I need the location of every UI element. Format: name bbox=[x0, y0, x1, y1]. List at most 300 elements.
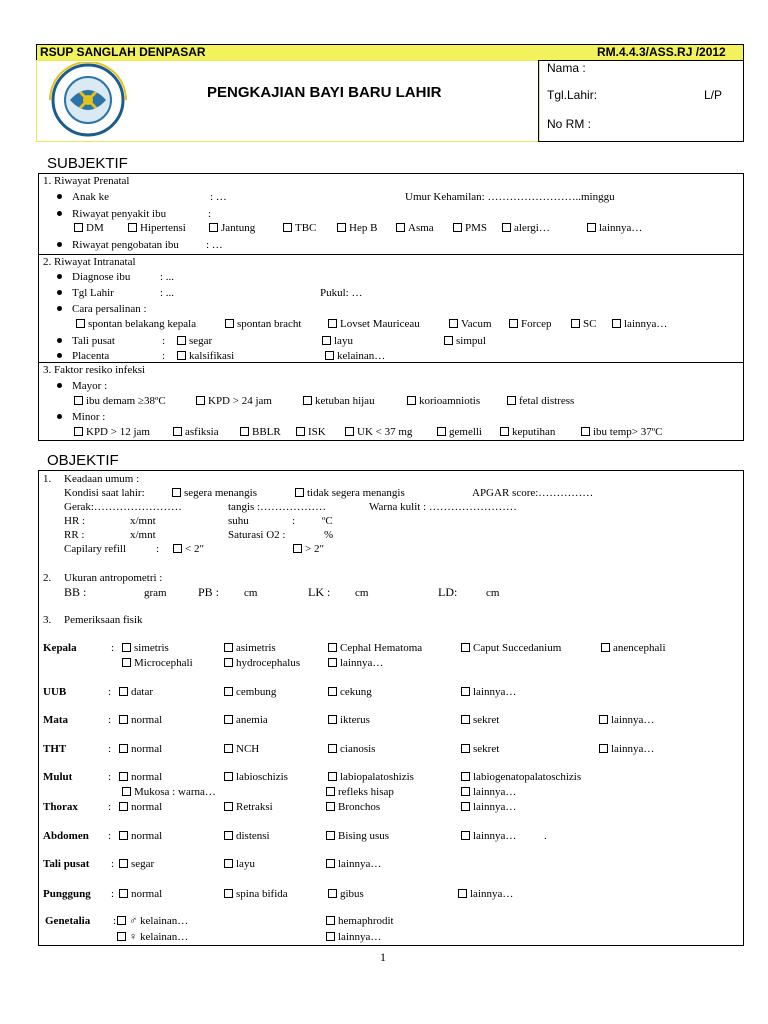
checkbox-icon[interactable] bbox=[437, 427, 446, 436]
option-label: lainnya… bbox=[599, 222, 643, 234]
option-label: hemaphrodit bbox=[338, 915, 394, 927]
option-label: layu bbox=[236, 858, 255, 870]
checkbox-icon[interactable] bbox=[461, 744, 470, 753]
colon: : bbox=[162, 335, 166, 347]
checkbox-isk[interactable] bbox=[296, 425, 326, 439]
mayor-label: Mayor : bbox=[72, 380, 108, 392]
checkbox-hipertensi[interactable] bbox=[128, 221, 186, 235]
option-label: segar bbox=[131, 858, 155, 870]
checkbox-icon[interactable] bbox=[601, 643, 610, 652]
diagnose-value[interactable]: : ... bbox=[160, 271, 175, 283]
checkbox-icon[interactable] bbox=[119, 889, 128, 898]
pengobatan-value[interactable]: : … bbox=[206, 239, 223, 251]
keadaan-num: 1. bbox=[43, 473, 52, 485]
no-rm-label: No RM : bbox=[547, 117, 592, 131]
tgl-lahir-label: Tgl Lahir bbox=[72, 287, 114, 299]
checkbox-icon[interactable] bbox=[224, 889, 233, 898]
checkbox-microcephali[interactable] bbox=[122, 656, 193, 670]
checkbox-labiogenatopalatoschizis[interactable] bbox=[461, 770, 581, 784]
checkbox-icon[interactable] bbox=[396, 223, 405, 232]
divider bbox=[38, 254, 743, 255]
checkbox-icon[interactable] bbox=[224, 831, 233, 840]
apgar-score[interactable]: APGAR score:…………… bbox=[472, 487, 594, 499]
checkbox-icon[interactable] bbox=[326, 802, 335, 811]
checkbox-labiopalatoshizis[interactable] bbox=[328, 770, 414, 784]
checkbox-icon[interactable] bbox=[293, 544, 302, 553]
option-label: ibu temp> 37ºC bbox=[593, 426, 663, 438]
checkbox-lainnya[interactable] bbox=[326, 930, 381, 944]
checkbox-icon[interactable] bbox=[225, 319, 234, 328]
checkbox-icon[interactable] bbox=[122, 787, 131, 796]
checkbox-icon[interactable] bbox=[224, 643, 233, 652]
checkbox-icon[interactable] bbox=[599, 744, 608, 753]
checkbox-mukosa[interactable] bbox=[122, 785, 216, 799]
bullet bbox=[57, 353, 62, 358]
option-label: BBLR bbox=[252, 426, 281, 438]
option-label: KPD > 12 jam bbox=[86, 426, 150, 438]
checkbox-lainnya[interactable] bbox=[599, 713, 654, 727]
checkbox-forcep[interactable] bbox=[509, 317, 552, 331]
bullet bbox=[57, 338, 62, 343]
minor-label: Minor : bbox=[72, 411, 106, 423]
checkbox-bblr[interactable] bbox=[240, 425, 281, 439]
option-label: lainnya… bbox=[340, 657, 384, 669]
resiko-heading: 3. Faktor resiko infeksi bbox=[43, 364, 146, 376]
option-label: lainnya… bbox=[470, 888, 514, 900]
checkbox-gibus[interactable] bbox=[328, 887, 364, 901]
ld-label: LD: bbox=[438, 585, 458, 599]
option-label: datar bbox=[131, 686, 153, 698]
checkbox-hydrocephalus[interactable] bbox=[224, 656, 300, 670]
colon: : bbox=[108, 801, 112, 813]
option-label: lainnya… bbox=[473, 686, 517, 698]
checkbox-icon[interactable] bbox=[328, 889, 337, 898]
checkbox-asfiksia[interactable] bbox=[173, 425, 219, 439]
tgl-lahir-value[interactable]: : ... bbox=[160, 287, 175, 299]
saturasi-label: Saturasi O2 : bbox=[228, 529, 286, 541]
checkbox-normal[interactable] bbox=[119, 742, 162, 756]
checkbox-refleks-hisap[interactable] bbox=[326, 785, 394, 799]
checkbox-spontan-bracht[interactable] bbox=[225, 317, 301, 331]
checkbox-icon[interactable] bbox=[599, 715, 608, 724]
option-label: NCH bbox=[236, 743, 260, 755]
checkbox-icon[interactable] bbox=[224, 802, 233, 811]
checkbox-normal[interactable] bbox=[119, 800, 162, 814]
checkbox-icon[interactable] bbox=[326, 859, 335, 868]
checkbox-icon[interactable] bbox=[173, 427, 182, 436]
option-label: Jantung bbox=[221, 222, 256, 234]
checkbox-kalsifikasi[interactable] bbox=[177, 349, 234, 363]
checkbox-retraksi[interactable] bbox=[224, 800, 273, 814]
checkbox-icon[interactable] bbox=[500, 427, 509, 436]
checkbox-cap-gt2[interactable] bbox=[293, 542, 324, 556]
colon: : bbox=[108, 771, 112, 783]
checkbox-icon[interactable] bbox=[502, 223, 511, 232]
checkbox-icon[interactable] bbox=[173, 544, 182, 553]
checkbox-icon[interactable] bbox=[119, 744, 128, 753]
option-label: PMS bbox=[465, 222, 488, 234]
checkbox-icon[interactable] bbox=[74, 223, 83, 232]
pb-label: PB : bbox=[198, 585, 220, 599]
checkbox-icon[interactable] bbox=[224, 687, 233, 696]
checkbox-icon[interactable] bbox=[74, 427, 83, 436]
checkbox-sc[interactable] bbox=[571, 317, 596, 331]
bb-unit: gram bbox=[144, 587, 167, 599]
option-label: gibus bbox=[340, 888, 364, 900]
bullet bbox=[57, 414, 62, 419]
option-label: normal bbox=[131, 743, 163, 755]
checkbox-icon[interactable] bbox=[328, 319, 337, 328]
option-label: Retraksi bbox=[236, 801, 273, 813]
checkbox-datar[interactable] bbox=[119, 685, 153, 699]
option-label: normal bbox=[131, 888, 163, 900]
checkbox-asimetris[interactable] bbox=[224, 641, 276, 655]
checkbox-icon[interactable] bbox=[337, 223, 346, 232]
checkbox-alergi[interactable] bbox=[502, 221, 550, 235]
checkbox-cephal-hematoma[interactable] bbox=[328, 641, 422, 655]
antro-num: 2. bbox=[43, 572, 52, 584]
hr-label: HR : bbox=[64, 515, 86, 527]
option-label: Hep B bbox=[349, 222, 378, 234]
checkbox-pms[interactable] bbox=[453, 221, 487, 235]
checkbox-icon[interactable] bbox=[461, 687, 470, 696]
checkbox-nch[interactable] bbox=[224, 742, 259, 756]
bullet bbox=[57, 211, 62, 216]
option-label: Bronchos bbox=[338, 801, 381, 813]
checkbox-icon[interactable] bbox=[224, 658, 233, 667]
suhu-unit: ºC bbox=[322, 515, 333, 527]
checkbox-ikterus[interactable] bbox=[328, 713, 370, 727]
checkbox-segar[interactable] bbox=[119, 857, 154, 871]
checkbox-icon[interactable] bbox=[76, 319, 85, 328]
checkbox-lainnya[interactable] bbox=[328, 656, 383, 670]
tht-label: THT bbox=[43, 743, 67, 755]
kepala-label: Kepala bbox=[43, 642, 77, 654]
option-label: asimetris bbox=[236, 642, 276, 654]
option-label: < 2" bbox=[185, 543, 204, 555]
option-label: ibu demam ≥38ºC bbox=[86, 395, 166, 407]
checkbox-bising-usus[interactable] bbox=[326, 829, 389, 843]
intranatal-heading: 2. Riwayat Intranatal bbox=[43, 256, 136, 268]
checkbox-caput[interactable] bbox=[461, 641, 561, 655]
checkbox-korioamniotis[interactable] bbox=[407, 394, 480, 408]
objektif-title: OBJEKTIF bbox=[47, 452, 119, 469]
checkbox-segar[interactable] bbox=[177, 334, 212, 348]
option-label: tidak segera menangis bbox=[307, 487, 405, 499]
colon: : bbox=[108, 714, 112, 726]
checkbox-kpd-24[interactable] bbox=[196, 394, 272, 408]
checkbox-lainnya[interactable] bbox=[612, 317, 667, 331]
checkbox-sekret[interactable] bbox=[461, 713, 499, 727]
option-label: lainnya… bbox=[473, 786, 517, 798]
checkbox-anencephali[interactable] bbox=[601, 641, 666, 655]
checkbox-kpd-12[interactable] bbox=[74, 425, 150, 439]
checkbox-icon[interactable] bbox=[172, 488, 181, 497]
option-label: ketuban hijau bbox=[315, 395, 375, 407]
checkbox-icon[interactable] bbox=[117, 916, 126, 925]
checkbox-icon[interactable] bbox=[283, 223, 292, 232]
checkbox-icon[interactable] bbox=[117, 932, 126, 941]
penyakit-ibu-label: Riwayat penyakit ibu bbox=[72, 208, 167, 220]
option-label: Lovset Mauriceau bbox=[340, 318, 420, 330]
checkbox-icon[interactable] bbox=[328, 715, 337, 724]
checkbox-keputihan[interactable] bbox=[500, 425, 555, 439]
checkbox-icon[interactable] bbox=[509, 319, 518, 328]
option-label: Mukosa : warna… bbox=[134, 786, 216, 798]
checkbox-layu[interactable] bbox=[322, 334, 353, 348]
thorax-label: Thorax bbox=[43, 801, 78, 813]
option-label: segar bbox=[189, 335, 213, 347]
checkbox-normal[interactable] bbox=[119, 770, 162, 784]
checkbox-icon[interactable] bbox=[119, 859, 128, 868]
checkbox-icon[interactable] bbox=[326, 932, 335, 941]
option-label: lainnya… bbox=[473, 801, 517, 813]
checkbox-icon[interactable] bbox=[326, 916, 335, 925]
option-label: segera menangis bbox=[184, 487, 257, 499]
option-label: Hipertensi bbox=[140, 222, 186, 234]
lk-unit: cm bbox=[355, 587, 369, 599]
option-label: gemelli bbox=[449, 426, 482, 438]
checkbox-tbc[interactable] bbox=[283, 221, 316, 235]
checkbox-segera-menangis[interactable] bbox=[172, 486, 257, 500]
checkbox-icon[interactable] bbox=[296, 427, 305, 436]
checkbox-icon[interactable] bbox=[581, 427, 590, 436]
bullet bbox=[57, 274, 62, 279]
checkbox-icon[interactable] bbox=[328, 687, 337, 696]
checkbox-jantung[interactable] bbox=[209, 221, 255, 235]
option-label: ♂ kelainan… bbox=[129, 915, 189, 927]
gerak-field[interactable]: Gerak:…………………… bbox=[64, 501, 182, 513]
checkbox-icon[interactable] bbox=[453, 223, 462, 232]
option-label: distensi bbox=[236, 830, 270, 842]
checkbox-cekung[interactable] bbox=[328, 685, 372, 699]
checkbox-icon[interactable] bbox=[571, 319, 580, 328]
checkbox-normal[interactable] bbox=[119, 887, 162, 901]
trailing-dot: . bbox=[544, 830, 547, 842]
checkbox-lovset[interactable] bbox=[328, 317, 420, 331]
option-label: ISK bbox=[308, 426, 326, 438]
checkbox-ketuban-hijau[interactable] bbox=[303, 394, 375, 408]
checkbox-male-kelainan[interactable] bbox=[117, 914, 188, 928]
checkbox-icon[interactable] bbox=[461, 715, 470, 724]
checkbox-lainnya[interactable] bbox=[458, 887, 513, 901]
checkbox-icon[interactable] bbox=[303, 396, 312, 405]
checkbox-icon[interactable] bbox=[326, 787, 335, 796]
option-label: cekung bbox=[340, 686, 372, 698]
option-label: anemia bbox=[236, 714, 268, 726]
checkbox-female-kelainan[interactable] bbox=[117, 930, 188, 944]
checkbox-icon[interactable] bbox=[177, 336, 186, 345]
warna-kulit-field[interactable]: Warna kulit : …………………… bbox=[369, 501, 517, 513]
checkbox-hemaphrodit[interactable] bbox=[326, 914, 394, 928]
option-label: layu bbox=[334, 335, 353, 347]
lk-label: LK : bbox=[308, 585, 331, 599]
anak-ke-label: Anak ke bbox=[72, 191, 109, 203]
checkbox-simpul[interactable] bbox=[444, 334, 486, 348]
diagnose-label: Diagnose ibu bbox=[72, 271, 131, 283]
checkbox-icon[interactable] bbox=[326, 831, 335, 840]
checkbox-icon[interactable] bbox=[196, 396, 205, 405]
checkbox-icon[interactable] bbox=[224, 772, 233, 781]
checkbox-icon[interactable] bbox=[328, 772, 337, 781]
checkbox-icon[interactable] bbox=[458, 889, 467, 898]
checkbox-lainnya[interactable] bbox=[326, 857, 381, 871]
colon: : bbox=[162, 350, 166, 362]
checkbox-kelainan[interactable] bbox=[325, 349, 385, 363]
option-label: normal bbox=[131, 801, 163, 813]
checkbox-dm[interactable] bbox=[74, 221, 104, 235]
tali-pusat-label: Tali pusat bbox=[43, 858, 90, 870]
checkbox-icon[interactable] bbox=[461, 831, 470, 840]
checkbox-lainnya[interactable] bbox=[461, 829, 516, 843]
form-title: PENGKAJIAN BAYI BARU LAHIR bbox=[207, 84, 442, 101]
page-number: 1 bbox=[380, 950, 386, 964]
checkbox-spina-bifida[interactable] bbox=[224, 887, 288, 901]
mata-label: Mata bbox=[43, 714, 69, 726]
checkbox-ibu-temp[interactable] bbox=[581, 425, 663, 439]
hospital-name: RSUP SANGLAH DENPASAR bbox=[40, 45, 206, 59]
checkbox-cembung[interactable] bbox=[224, 685, 276, 699]
colon: : bbox=[111, 888, 115, 900]
checkbox-lainnya[interactable] bbox=[461, 785, 516, 799]
option-label: > 2" bbox=[305, 543, 324, 555]
checkbox-icon[interactable] bbox=[119, 831, 128, 840]
checkbox-icon[interactable] bbox=[507, 396, 516, 405]
anak-ke-value[interactable]: : … bbox=[210, 191, 227, 203]
checkbox-icon[interactable] bbox=[449, 319, 458, 328]
option-label: asfiksia bbox=[185, 426, 219, 438]
checkbox-distensi[interactable] bbox=[224, 829, 270, 843]
checkbox-ibu-demam[interactable] bbox=[74, 394, 166, 408]
checkbox-icon[interactable] bbox=[345, 427, 354, 436]
checkbox-icon[interactable] bbox=[461, 802, 470, 811]
tangis-field[interactable]: tangis :……………… bbox=[228, 501, 327, 513]
checkbox-normal[interactable] bbox=[119, 829, 162, 843]
checkbox-asma[interactable] bbox=[396, 221, 434, 235]
checkbox-lainnya[interactable] bbox=[599, 742, 654, 756]
mulut-label: Mulut bbox=[43, 771, 73, 783]
checkbox-gemelli[interactable] bbox=[437, 425, 482, 439]
checkbox-icon[interactable] bbox=[328, 744, 337, 753]
option-label: Caput Succedanium bbox=[473, 642, 562, 654]
colon: : bbox=[111, 858, 115, 870]
bullet bbox=[57, 306, 62, 311]
placenta-label: Placenta bbox=[72, 350, 110, 362]
option-label: lainnya… bbox=[338, 858, 382, 870]
checkbox-icon[interactable] bbox=[612, 319, 621, 328]
checkbox-layu[interactable] bbox=[224, 857, 255, 871]
ld-unit: cm bbox=[486, 587, 500, 599]
tgl-lahir-label: Tgl.Lahir: bbox=[547, 88, 598, 102]
option-label: alergi… bbox=[514, 222, 550, 234]
checkbox-labioschizis[interactable] bbox=[224, 770, 288, 784]
checkbox-icon[interactable] bbox=[177, 351, 186, 360]
option-label: lainnya… bbox=[338, 931, 382, 943]
option-label: normal bbox=[131, 830, 163, 842]
checkbox-lainnya[interactable] bbox=[587, 221, 642, 235]
colon: : bbox=[111, 642, 115, 654]
checkbox-icon[interactable] bbox=[119, 687, 128, 696]
checkbox-tidak-segera[interactable] bbox=[295, 486, 405, 500]
fisik-heading: Pemeriksaan fisik bbox=[64, 614, 143, 626]
tali-pusat-label: Tali pusat bbox=[72, 335, 115, 347]
option-label: cembung bbox=[236, 686, 277, 698]
checkbox-anemia[interactable] bbox=[224, 713, 268, 727]
checkbox-vacum[interactable] bbox=[449, 317, 492, 331]
checkbox-sekret[interactable] bbox=[461, 742, 499, 756]
checkbox-icon[interactable] bbox=[122, 643, 131, 652]
checkbox-icon[interactable] bbox=[122, 658, 131, 667]
checkbox-icon[interactable] bbox=[119, 772, 128, 781]
checkbox-normal[interactable] bbox=[119, 713, 162, 727]
checkbox-icon[interactable] bbox=[119, 802, 128, 811]
checkbox-icon[interactable] bbox=[328, 643, 337, 652]
option-label: labioschizis bbox=[236, 771, 288, 783]
checkbox-icon[interactable] bbox=[325, 351, 334, 360]
checkbox-lainnya[interactable] bbox=[461, 800, 516, 814]
checkbox-icon[interactable] bbox=[461, 643, 470, 652]
checkbox-cap-lt2[interactable] bbox=[173, 542, 204, 556]
hospital-logo bbox=[40, 62, 136, 138]
colon: : bbox=[108, 743, 112, 755]
checkbox-icon[interactable] bbox=[461, 772, 470, 781]
checkbox-icon[interactable] bbox=[328, 658, 337, 667]
checkbox-bronchos[interactable] bbox=[326, 800, 380, 814]
option-label: ♀ kelainan… bbox=[129, 931, 189, 943]
pb-unit: cm bbox=[244, 587, 258, 599]
checkbox-uk37[interactable] bbox=[345, 425, 412, 439]
checkbox-spontan-belakang[interactable] bbox=[76, 317, 196, 331]
option-label: kelainan… bbox=[337, 350, 386, 362]
checkbox-icon[interactable] bbox=[461, 787, 470, 796]
option-label: cianosis bbox=[340, 743, 376, 755]
checkbox-icon[interactable] bbox=[209, 223, 218, 232]
suhu-label: suhu bbox=[228, 515, 249, 527]
bullet bbox=[57, 383, 62, 388]
checkbox-icon[interactable] bbox=[444, 336, 453, 345]
colon: : bbox=[113, 915, 117, 927]
bullet bbox=[57, 194, 62, 199]
checkbox-icon[interactable] bbox=[224, 744, 233, 753]
checkbox-icon[interactable] bbox=[224, 715, 233, 724]
pukul[interactable]: Pukul: … bbox=[320, 287, 363, 299]
checkbox-hepb[interactable] bbox=[337, 221, 377, 235]
checkbox-cianosis[interactable] bbox=[328, 742, 375, 756]
checkbox-fetal-distress[interactable] bbox=[507, 394, 574, 408]
abdomen-label: Abdomen bbox=[43, 830, 89, 842]
checkbox-icon[interactable] bbox=[74, 396, 83, 405]
option-label: SC bbox=[583, 318, 597, 330]
checkbox-icon[interactable] bbox=[322, 336, 331, 345]
checkbox-lainnya[interactable] bbox=[461, 685, 516, 699]
umur-kehamilan[interactable]: Umur Kehamilan: ……………………..minggu bbox=[405, 191, 615, 203]
checkbox-simetris[interactable] bbox=[122, 641, 169, 655]
checkbox-icon[interactable] bbox=[240, 427, 249, 436]
checkbox-icon[interactable] bbox=[224, 859, 233, 868]
hr-unit: x/mnt bbox=[130, 515, 156, 527]
option-label: normal bbox=[131, 771, 163, 783]
checkbox-icon[interactable] bbox=[587, 223, 596, 232]
option-label: anencephali bbox=[613, 642, 666, 654]
option-label: KPD > 24 jam bbox=[208, 395, 272, 407]
option-label: refleks hisap bbox=[338, 786, 394, 798]
checkbox-icon[interactable] bbox=[295, 488, 304, 497]
checkbox-icon[interactable] bbox=[128, 223, 137, 232]
option-label: sekret bbox=[473, 743, 500, 755]
checkbox-icon[interactable] bbox=[407, 396, 416, 405]
prenatal-heading: 1. Riwayat Prenatal bbox=[43, 175, 130, 187]
checkbox-icon[interactable] bbox=[119, 715, 128, 724]
